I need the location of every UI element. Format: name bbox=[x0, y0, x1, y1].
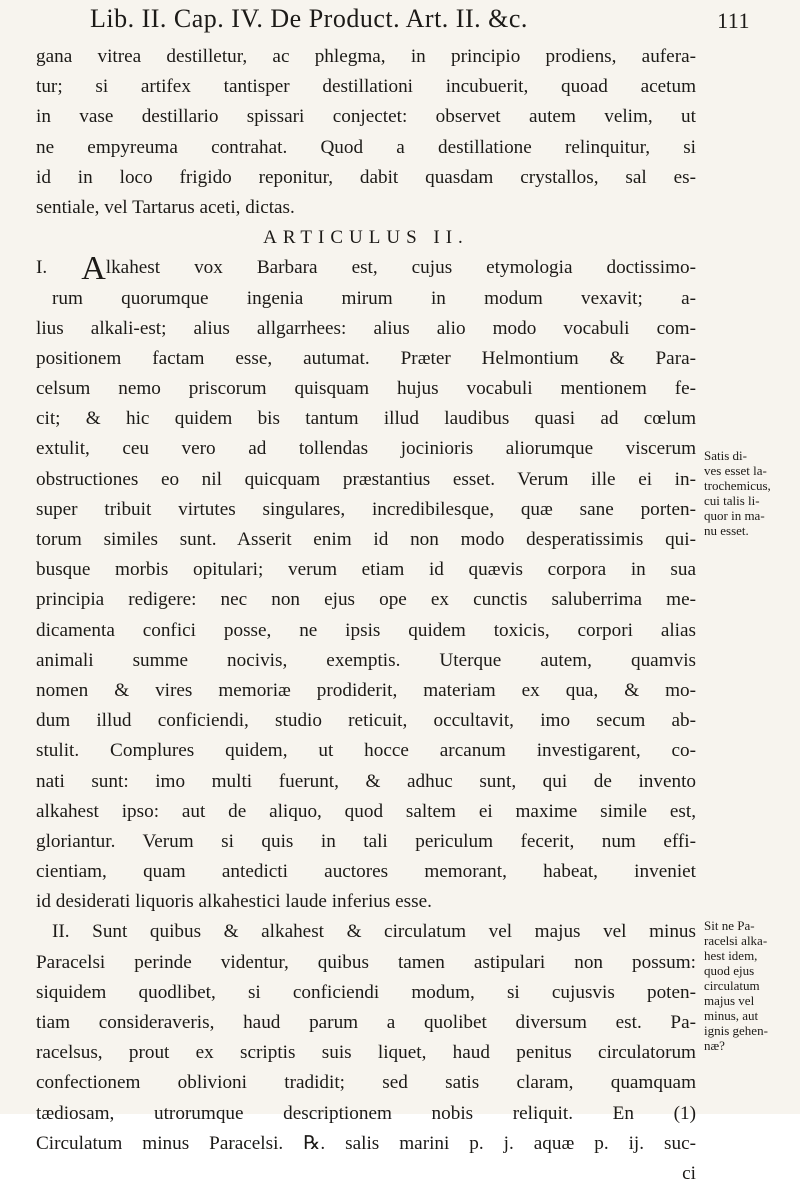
margin-note-line: racelsi alka- bbox=[704, 933, 768, 948]
text-line: tædiosam, utrorumque descriptionem nobis reliquit. En (1) bbox=[36, 1102, 696, 1124]
text-line: Circulatum minus Paracelsi. ℞. salis marini p. j. aquæ p. ij. suc- bbox=[36, 1132, 696, 1154]
text-line: dum illud conficiendi, studio reticuit, occultavit, imo secum ab- bbox=[36, 710, 696, 732]
text-line: obstructiones eo nil quicquam præstantius esset. Verum ille ei in- bbox=[36, 468, 696, 490]
text-line: in vase destillario spissari conjectet: observet autem velim, ut bbox=[36, 106, 696, 128]
text-line: animali summe nocivis, exemptis. Uterque autem, quamvis bbox=[36, 649, 696, 671]
margin-note-line: hest idem, bbox=[704, 948, 758, 963]
text-line: I. Alkahest vox Barbara est, cujus etymologia doctissimo- bbox=[36, 253, 696, 283]
margin-note-line: minus, aut bbox=[704, 1008, 759, 1023]
margin-note-line: nu esset. bbox=[704, 523, 749, 538]
text-line: id in loco frigido reponitur, dabit quasdam crystallos, sal es- bbox=[36, 166, 696, 188]
margin-note-line: Sit ne Pa- bbox=[704, 918, 755, 933]
text-line: cit; & hic quidem bis tantum illud laudibus quasi ad cœlum bbox=[36, 408, 696, 430]
text-line: lius alkali-est; alius allgarrhees: alius alio modo vocabuli com- bbox=[36, 317, 696, 339]
margin-note-2 bbox=[704, 918, 796, 1053]
running-header bbox=[90, 4, 750, 38]
text-line: cientiam, quam antedicti auctores memorant, habeat, inveniet bbox=[36, 861, 696, 883]
text-line: torum similes sunt. Asserit enim id non modo desperatissimis qui- bbox=[36, 529, 696, 550]
text-line: id desiderati liquoris alkahestici laude inferius esse. bbox=[36, 891, 432, 913]
text-line: rum quorumque ingenia mirum in modum vexavit; a- bbox=[52, 287, 696, 309]
margin-note-line: majus vel bbox=[704, 993, 755, 1008]
margin-note-1 bbox=[704, 448, 796, 538]
main-text bbox=[36, 42, 696, 1189]
margin-note-line: quod ejus bbox=[704, 963, 755, 978]
catchword: ci bbox=[682, 1162, 696, 1184]
text-line: dicamenta confici posse, ne ipsis quidem toxicis, corpori alias bbox=[36, 619, 696, 641]
text-line: Paracelsi perinde videntur, quibus tamen astipulari non possum: bbox=[36, 951, 696, 973]
margin-note-line: næ? bbox=[704, 1038, 725, 1053]
margin-note-line: ves esset la- bbox=[704, 463, 767, 478]
margin-note-line: ignis gehen- bbox=[704, 1023, 768, 1038]
text-line: sentiale, vel Tartarus aceti, dictas. bbox=[36, 196, 295, 218]
drop-capital: A bbox=[81, 253, 106, 284]
text-line: tur; si artifex tantisper destillationi incubuerit, quoad acetum bbox=[36, 76, 696, 98]
text-line: alkahest ipso: aut de aliquo, quod saltem ei maxime simile est, bbox=[36, 800, 696, 822]
text-line-remainder: lkahest vox Barbara est, cujus etymologia doctissimo- bbox=[105, 257, 696, 279]
text-line: busque morbis opitulari; verum etiam id quævis corpora in sua bbox=[36, 559, 696, 581]
text-line: gloriantur. Verum si quis in tali periculum fecerit, num effi- bbox=[36, 830, 696, 852]
header-title: Lib. II. Cap. IV. De Product. Art. II. &c. bbox=[90, 4, 528, 33]
text-line: principia redigere: nec non ejus ope ex cunctis saluberrima me- bbox=[36, 589, 696, 611]
text-line: extulit, ceu vero ad tollendas jocinioris aliorumque viscerum bbox=[36, 438, 696, 460]
text-line: super tribuit virtutes singulares, incredibilesque, quæ sane porten- bbox=[36, 498, 696, 520]
margin-note-line: Satis di- bbox=[704, 448, 747, 463]
margin-note-line: quor in ma- bbox=[704, 508, 765, 523]
article-heading: ARTICULUS II. bbox=[263, 227, 469, 249]
text-line: II. Sunt quibus & alkahest & circulatum vel majus vel minus bbox=[52, 921, 696, 943]
text-line: positionem factam esse, autumat. Præter Helmontium & Para- bbox=[36, 347, 696, 369]
margin-note-line: trochemicus, bbox=[704, 478, 771, 493]
text-line: tiam consideraveris, haud parum a quolibet diversum est. Pa- bbox=[36, 1012, 696, 1033]
text-line: racelsus, prout ex scriptis suis liquet, haud penitus circulatorum bbox=[36, 1042, 696, 1064]
margin-note-line: circulatum bbox=[704, 978, 760, 993]
text-line: nomen & vires memoriæ prodiderit, materiam ex qua, & mo- bbox=[36, 679, 696, 701]
text-line: siquidem quodlibet, si conficiendi modum, si cujusvis poten- bbox=[36, 981, 696, 1003]
text-line: stulit. Complures quidem, ut hocce arcanum investigarent, co- bbox=[36, 740, 696, 762]
text-line: ne empyreuma contrahat. Quod a destillatione relinquitur, si bbox=[36, 136, 696, 158]
page-number: 111 bbox=[717, 8, 750, 33]
text-line: confectionem oblivioni tradidit; sed satis claram, quamquam bbox=[36, 1072, 696, 1094]
text-line: gana vitrea destilletur, ac phlegma, in principio prodiens, aufera- bbox=[36, 46, 696, 67]
text-line: nati sunt: imo multi fuerunt, & adhuc sunt, qui de invento bbox=[36, 770, 696, 792]
text-line: celsum nemo priscorum quisquam hujus vocabuli mentionem fe- bbox=[36, 378, 696, 400]
margin-note-line: cui talis li- bbox=[704, 493, 760, 508]
